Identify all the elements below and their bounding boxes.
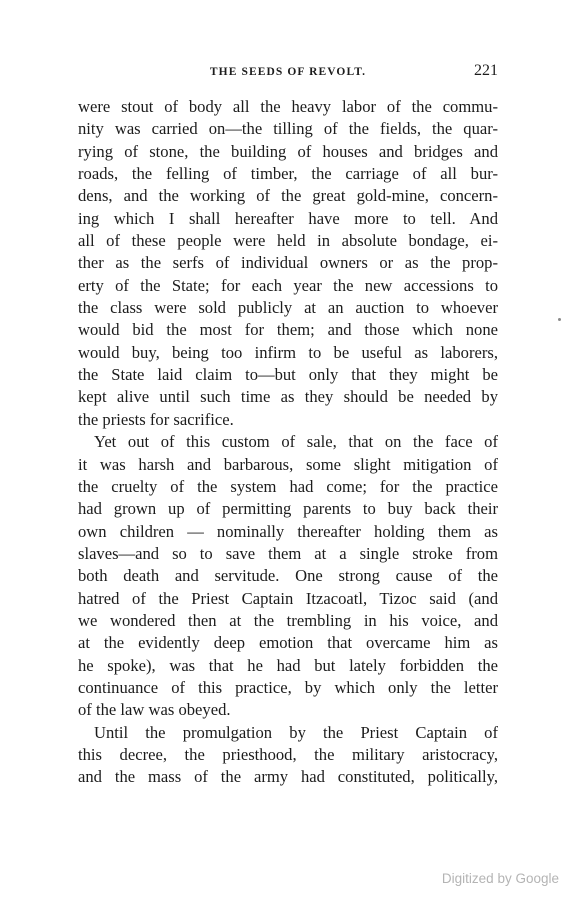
text-line: would buy, being too infirm to be useful as laborers, [78,342,498,362]
text-line: both death and servitude. One strong cause of the [78,566,498,586]
text-line: the State laid claim to—but only that they might be [78,365,498,385]
paragraph-first-line: Until the promulgation by the Priest Captain of [94,722,498,742]
page-number: 221 [474,62,498,79]
text-line: the cruelty of the system had come; for the practice [78,476,498,496]
running-title: THE SEEDS OF REVOLT. [209,66,367,78]
body-text [78,96,498,789]
text-line: ing which I shall hereafter have more to tell. And [78,208,498,228]
text-line: all of these people were held in absolute bondage, ei- [78,231,498,251]
running-head [78,62,498,82]
text-line: dens, and the working of the great gold-mine, concern- [78,186,498,206]
text-line: the priests for sacrifice. [78,409,234,429]
text-line: own children — nominally thereafter holding them as [78,521,498,541]
text-line: would bid the most for them; and those which none [78,320,498,340]
text-line: it was harsh and barbarous, some slight mitigation of [78,454,498,474]
text-line: slaves—and so to save them at a single stroke from [78,543,498,563]
digitization-watermark: Digitized by Google [441,871,559,886]
text-line: rying of stone, the building of houses and bridges and [78,141,498,161]
text-line: this decree, the priesthood, the military aristocracy, [78,744,498,764]
text-line: he spoke), was that he had but lately forbidden the [78,655,498,675]
text-line: ther as the serfs of individual owners or as the prop- [78,253,498,273]
text-line: had grown up of permitting parents to buy back their [78,499,498,519]
paragraph-first-line: Yet out of this custom of sale, that on the face of [94,432,498,452]
text-line: the class were sold publicly at an auction to whoever [78,298,498,318]
text-line: were stout of body all the heavy labor of the commu- [78,97,498,116]
text-line: nity was carried on—the tilling of the fields, the quar- [78,119,498,139]
text-line: kept alive until such time as they should be needed by [78,387,498,407]
text-line: hatred of the Priest Captain Itzacoatl, Tizoc said (and [78,588,498,608]
text-line: at the evidently deep emotion that overcame him as [78,633,498,653]
text-line: continuance of this practice, by which only the letter [78,677,498,697]
scan-speck [558,318,561,321]
text-line: roads, the felling of timber, the carriage of all bur- [78,164,498,184]
text-line: we wondered then at the trembling in his voice, and [78,610,498,630]
text-line: of the law was obeyed. [78,700,231,720]
text-line: erty of the State; for each year the new accessions to [78,275,498,295]
text-line: and the mass of the army had constituted, politically, [78,767,498,787]
